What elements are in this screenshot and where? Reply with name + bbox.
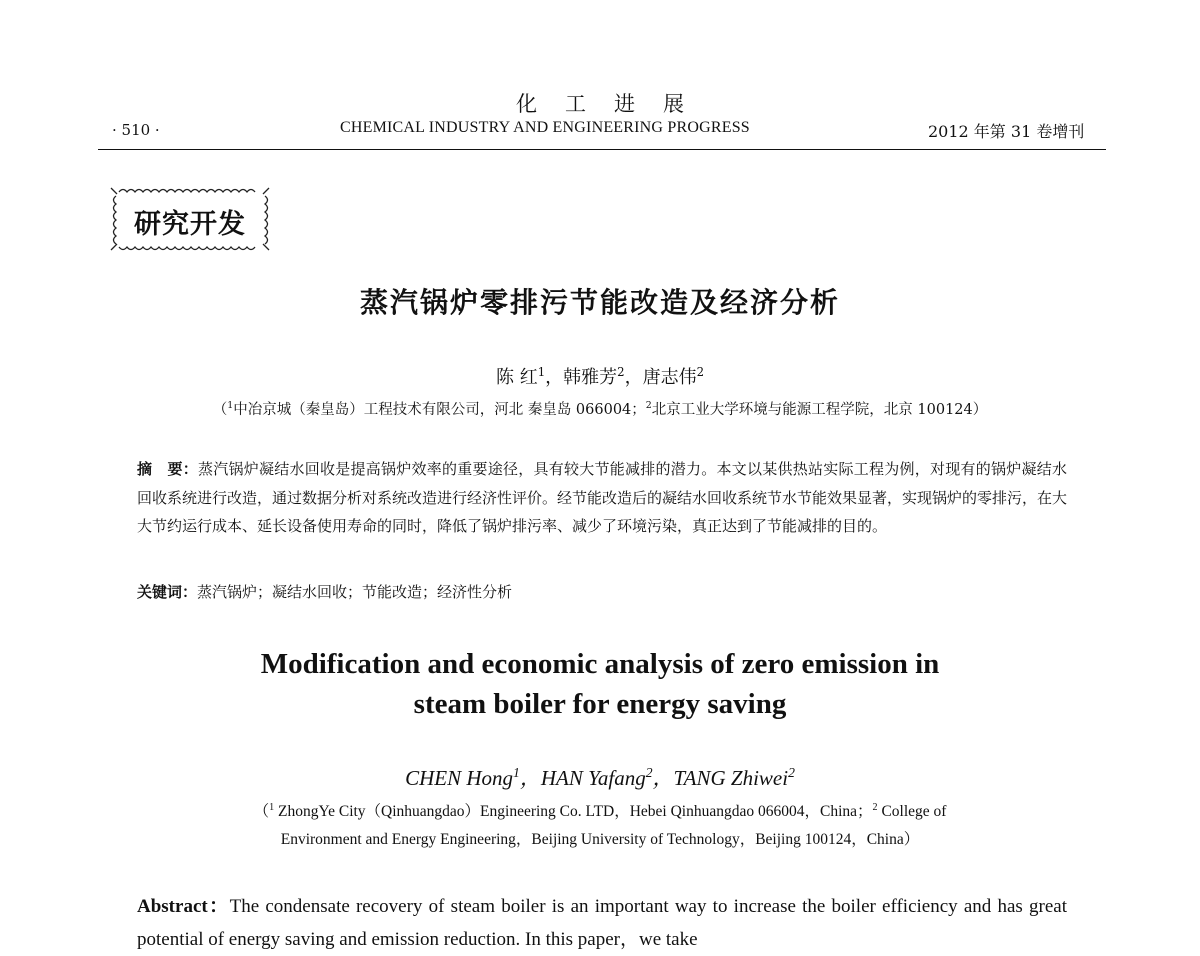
author-name: 陈 红 xyxy=(495,367,538,388)
abstract-cn xyxy=(137,455,1067,541)
article-title-cn: 蒸汽锅炉零排污节能改造及经济分析 xyxy=(359,286,840,319)
affiliation-en-sup: 2 xyxy=(872,801,878,813)
author-sup-en: 2 xyxy=(788,765,795,780)
author-sup: 2 xyxy=(617,365,625,379)
authors-en: CHEN Hong$^1$，HAN Yafang$^2$，TANG Zhiwei$^2$ xyxy=(405,765,795,790)
page-number: · 510 · xyxy=(112,121,160,139)
keywords-label-cn: 关键词： xyxy=(137,583,198,601)
author-sup-en: 1 xyxy=(513,765,520,780)
title-en-line1: Modification and economic analysis of zero emission in xyxy=(260,648,940,680)
author-name-en: CHEN Hong xyxy=(405,766,514,790)
affiliation-en-part: ZhongYe City（Qinhuangdao）Engineering Co. LTD，Hebei Qinhuangdao 066004，China； xyxy=(274,803,873,820)
abstract-text-cn: 蒸汽锅炉凝结水回收是提高锅炉效率的重要途径，具有较大节能减排的潜力。本文以某供热站实际工程为例，对现有的锅炉凝结水回收系统进行改造，通过数据分析对系统改造进行经济性评价。经节能改造后的凝结水回收系统节水节能效果显著，实现锅炉的零排污，在大大节约运行成本、延长设备使用寿命的同时，降低了锅炉排污率、减少了环境污染，真正达到了节能减排的目的。 xyxy=(137,460,1068,535)
issue-info: 2012 年第 31 卷增刊 xyxy=(928,122,1085,141)
article-title-en xyxy=(0,644,1200,724)
affiliation-part: 中冶京城（秦皇岛）工程技术有限公司，河北 秦皇岛 066004； xyxy=(233,402,646,418)
title-en-line2: steam boiler for energy saving xyxy=(413,688,787,720)
affiliation-cn: （$^1$中冶京城（秦皇岛）工程技术有限公司，河北 秦皇岛 066004；$^2$北京工业大学环境与能源工程学院，北京 100124） xyxy=(212,400,988,418)
affiliation-en-sup: 1 xyxy=(269,801,275,813)
author-sup-en: 2 xyxy=(645,765,653,780)
affiliation-sup: 1 xyxy=(227,400,234,412)
authors-cn: 陈 红$^1$，韩雅芳$^2$，唐志伟$^2$ xyxy=(495,365,705,388)
abstract-label-en: Abstract： xyxy=(137,896,230,917)
column-badge xyxy=(107,184,273,254)
author-name: 韩雅芳 xyxy=(563,367,618,388)
affiliation-en xyxy=(0,798,1200,854)
abstract-label-cn: 摘 要： xyxy=(137,460,198,478)
author-sup: 2 xyxy=(696,365,705,379)
header-rule xyxy=(98,149,1106,150)
keywords-text-cn: 蒸汽锅炉；凝结水回收；节能改造；经济性分析 xyxy=(197,583,513,601)
affiliation-sup: 2 xyxy=(645,400,652,412)
author-name-en: TANG Zhiwei xyxy=(673,766,789,790)
author-name-en: HAN Yafang xyxy=(540,766,646,790)
journal-title-cn: 化工进展 xyxy=(516,92,712,116)
author-sup: 1 xyxy=(537,365,546,379)
affiliation-part: 北京工业大学环境与能源工程学院，北京 100124） xyxy=(651,402,988,418)
abstract-en xyxy=(137,890,1067,956)
journal-title-en: CHEMICAL INDUSTRY AND ENGINEERING PROGRESS xyxy=(340,119,750,136)
affiliation-en-part: College of xyxy=(877,803,947,820)
author-name: 唐志伟 xyxy=(642,367,697,388)
keywords-cn xyxy=(137,581,1067,602)
affiliation-en-line2: Environment and Energy Engineering，Beijing University of Technology，Beijing 100124，China） xyxy=(280,831,920,848)
column-badge-label: 研究开发 xyxy=(134,209,246,240)
abstract-text-en: The condensate recovery of steam boiler is an important way to increase the boiler efficiency and has great potential of energy saving and emission reduction. In this paper，we take xyxy=(137,896,1068,950)
affiliation-en-line1: （$^1$ ZhongYe City（Qinhuangdao）Engineering Co. LTD，Hebei Qinhuangdao 066004，China；$^2$ College of xyxy=(253,801,947,820)
